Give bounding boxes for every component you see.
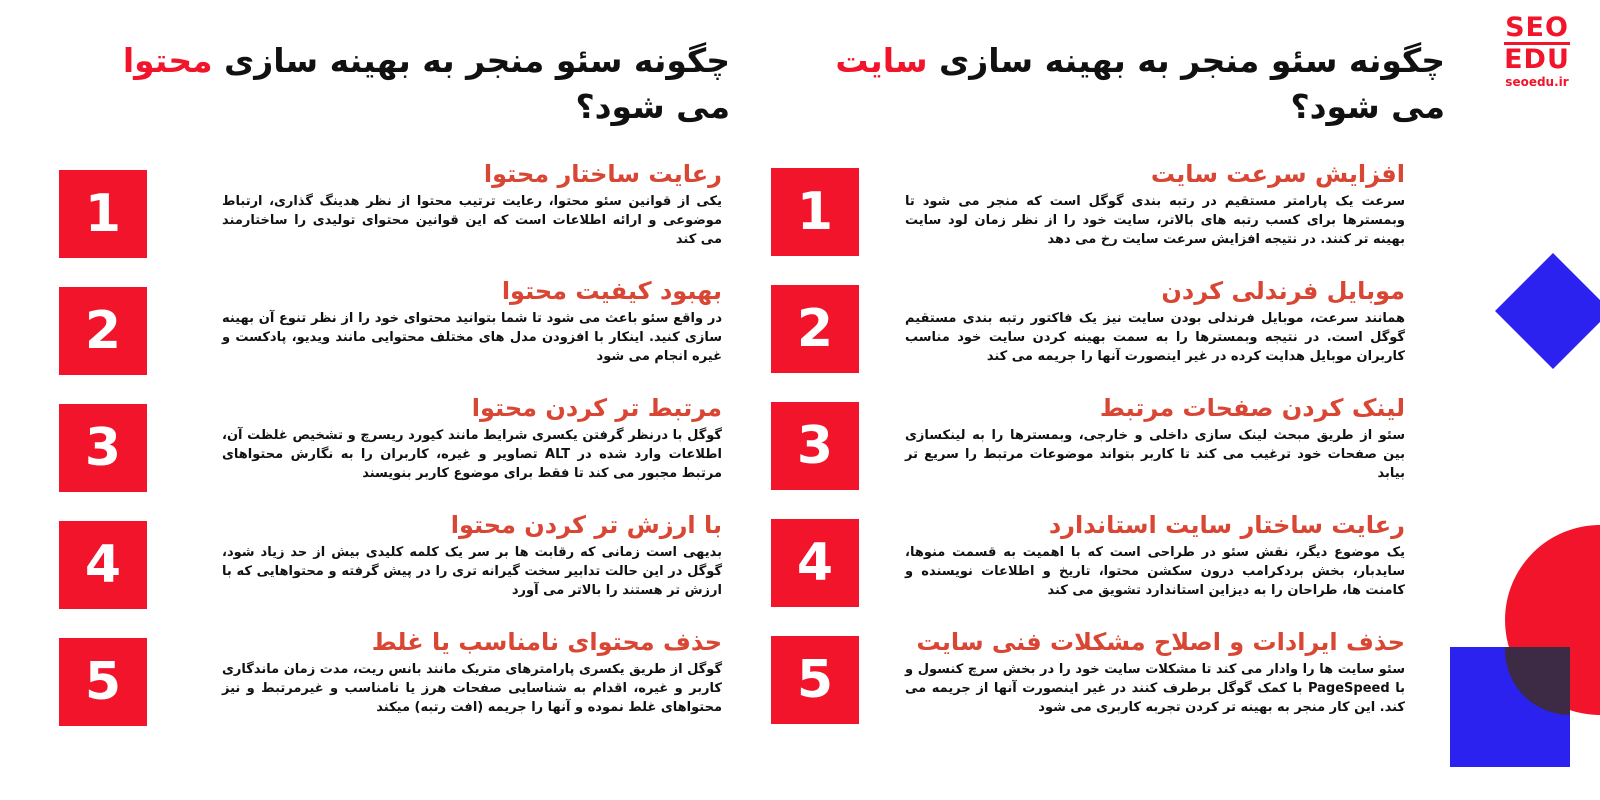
site-item-text: سئو سایت ها را وادار می کند تا مشکلات سایت خود را در بخش سرچ کنسول و با PageSpeed با کمک گوگل برطرف کنند در غیر اینصورت آنها از جریمه می کند. این کار منجر به بهینه تر کردن تجربه کاربری می شود [905,662,1406,715]
site-item-heading: افزایش سرعت سایت [1150,160,1405,188]
site-item-number-1: 1 [771,168,859,256]
content-item-number-5: 5 [59,638,147,726]
content-item-number-2: 2 [59,287,147,375]
site-item-number-3: 3 [771,402,859,490]
site-item-number-4: 4 [771,519,859,607]
logo-line-seo: SEO [1505,12,1569,43]
title-part-2: می شود؟ [575,87,730,126]
content-item-heading: رعایت ساختار محتوا [483,160,722,188]
content-item-text: گوگل با درنظر گرفتن یکسری شرایط مانند کیورد ریسرچ و تشخیص غلظت آن، اطلاعات وارد شده در ALT تصاویر و غیره، کاربران را به نگارش محتواهای مرتبط مجبور می کند تا فقط برای موضوع کاربر بنویسند [222,428,722,481]
content-item-2 [222,275,722,366]
content-item-number-4: 4 [59,521,147,609]
content-item-4 [222,509,722,600]
site-item-number-5: 5 [771,636,859,724]
content-item-1 [222,158,722,249]
content-item-number-3: 3 [59,404,147,492]
content-item-text: در واقع سئو باعث می شود تا شما بتوانید محتوای خود را از نظر تنوع آن بهینه سازی کنید. اینکار با افزودن مدل های مختلف محتوایی مانند ویدیو، پادکست و غیره انجام می شود [222,311,722,364]
seoedu-logo[interactable] [1502,14,1572,89]
site-item-2 [905,275,1405,366]
content-item-5 [222,626,722,717]
content-item-3 [222,392,722,483]
title-highlight-content: محتوا [122,41,213,80]
site-item-text: سرعت یک پارامتر مستقیم در رتبه بندی گوگل است که منجر می شود تا وبمسترها برای کسب رتبه های بالاتر، سایت خود را از نظر زمان لود سایت بهینه تر کنند. در نتیجه افزایش سرعت سایت رخ می دهد [905,194,1405,247]
site-item-heading: لینک کردن صفحات مرتبط [1099,394,1405,422]
content-item-number-1: 1 [59,170,147,258]
site-item-5 [905,626,1405,717]
title-highlight-site: سایت [835,41,928,80]
content-item-heading: مرتبط تر کردن محتوا [471,394,722,422]
title-part-2: می شود؟ [1290,87,1445,126]
logo-url: seoedu.ir [1505,75,1569,89]
blue-diamond-shape [1495,253,1600,369]
content-optimization-title [120,38,730,130]
content-item-heading: حذف محتوای نامناسب یا غلط [371,628,722,656]
site-item-text: همانند سرعت، موبایل فرندلی بودن سایت نیز یک فاکتور رتبه بندی مستقیم گوگل است. در نتیجه وبمسترها را به سمت بهینه کردن سایت خود مناسب کاربران موبایل هدایت کرده در غیر اینصورت آنها را جریمه می کند [905,311,1405,364]
logo-line-edu: EDU [1504,44,1570,75]
site-item-3 [905,392,1405,483]
site-item-text: سئو از طریق مبحث لینک سازی داخلی و خارجی، وبمسترها را به لینکسازی بین صفحات خود ترغیب می کند تا کاربر بتواند موضوعات مرتبط را سریع تر بیابد [905,428,1405,481]
content-item-text: گوگل از طریق یکسری پارامترهای متریک مانند بانس ریت، مدت زمان ماندگاری کاربر و غیره، اقدام به شناسایی صفحات هرز یا نامناسب و غیرمرتبط و نیز محتواهای غلط نموده و آنها را جریمه (افت رتبه) میکند [222,662,722,715]
site-item-text: یک موضوع دیگر، نقش سئو در طراحی است که با اهمیت به قسمت منوها، سایدبار، بخش بردکرامب درون سکشن محتوا، تاریخ و اطلاعات نویسنده و کامنت ها، طراحان را به دیزاین استاندارد تشویق می کند [905,545,1405,598]
title-part-1: چگونه سئو منجر به بهینه سازی [927,41,1445,80]
site-optimization-title [830,38,1445,130]
site-item-heading: حذف ایرادات و اصلاح مشکلات فنی سایت [916,628,1405,656]
content-item-heading: بهبود کیفیت محتوا [501,277,722,305]
site-item-4 [905,509,1405,600]
title-part-1: چگونه سئو منجر به بهینه سازی [212,41,730,80]
site-item-heading: رعایت ساختار سایت استاندارد [1048,511,1405,539]
site-item-number-2: 2 [771,285,859,373]
site-item-1 [905,158,1405,249]
content-item-text: بدیهی است زمانی که رقابت ها بر سر یک کلمه کلیدی بیش از حد زیاد شود، گوگل در این حالت تدابیر سخت گیرانه تری را در پیش گرفته و محتواهایی که با ارزش تر هستند را بالاتر می آورد [222,545,722,598]
content-item-heading: با ارزش تر کردن محتوا [450,511,722,539]
content-item-text: یکی از قوانین سئو محتوا، رعایت ترتیب محتوا از نظر هدینگ گذاری، ارتباط موضوعی و ارائه اطلاعات است که این قوانین محتوای تولیدی را ساختارمند می کند [222,194,722,247]
site-item-heading: موبایل فرندلی کردن [1161,277,1405,305]
